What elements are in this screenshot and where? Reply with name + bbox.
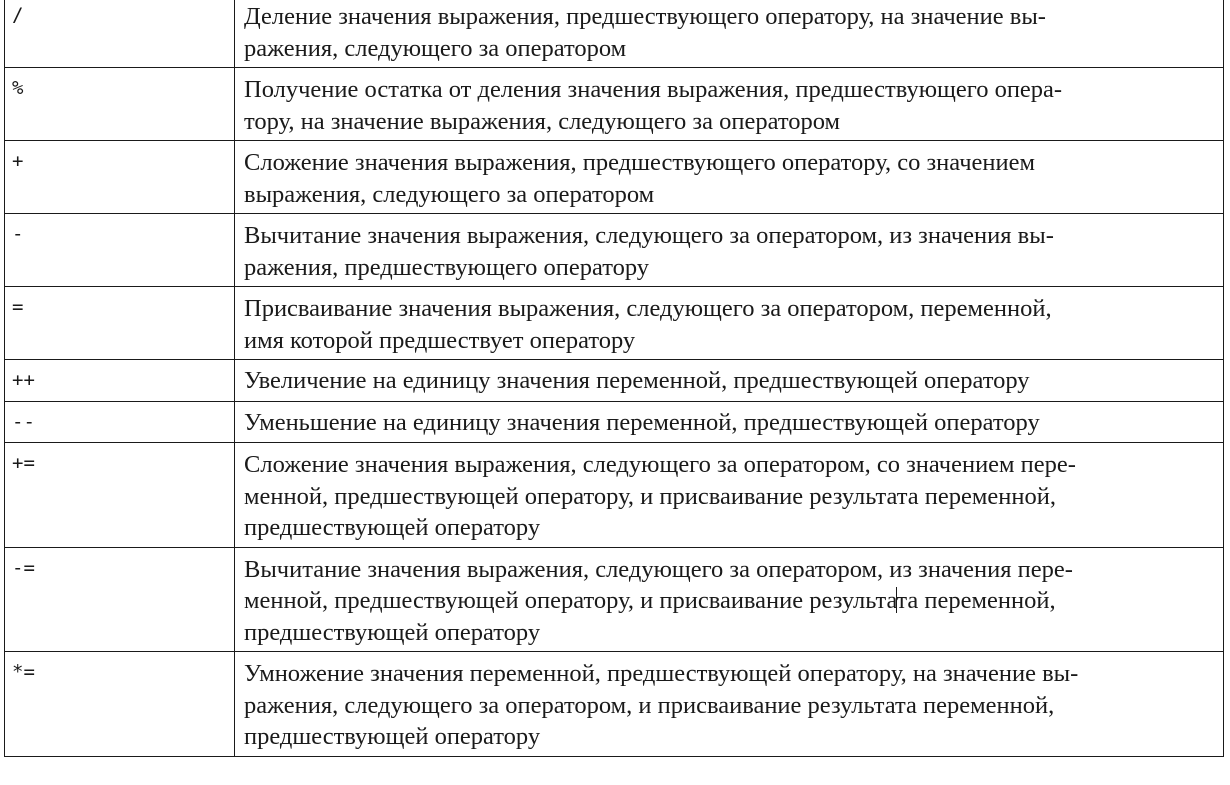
table-row xyxy=(5,287,1224,360)
description-cell xyxy=(235,547,1224,652)
description-line: тору, на значение выражения, следующего за оператором xyxy=(244,107,840,135)
operator-cell: -- xyxy=(5,401,235,443)
description-cell xyxy=(235,652,1224,757)
description-line: Получение остатка от деления значения выражения, предшествующего опера- xyxy=(244,76,1063,103)
description-line: Уменьшение на единицу значения переменной, предшествующей оператору xyxy=(244,408,1040,436)
operator-cell: ++ xyxy=(5,360,235,402)
description-line: выражения, следующего за оператором xyxy=(244,180,655,208)
description-cell xyxy=(235,401,1224,443)
description-line: Деление значения выражения, предшествующего оператору, на значение вы- xyxy=(244,3,1046,30)
description-line: менной, предшествующей оператору, и присваивание результата переменной, xyxy=(244,482,1056,510)
table-row xyxy=(5,360,1224,402)
description-cell xyxy=(235,443,1224,548)
operator-cell: / xyxy=(5,0,235,68)
description-line: Вычитание значения выражения, следующего за оператором, из значения вы- xyxy=(244,222,1054,249)
table-row xyxy=(5,401,1224,443)
table-row xyxy=(5,214,1224,287)
description-line-part: та переменной, xyxy=(896,587,1056,614)
description-line: Сложение значения выражения, предшествующего оператору, со значением xyxy=(244,149,1035,176)
description-line: Вычитание значения выражения, следующего за оператором, из значения пере- xyxy=(244,555,1073,583)
description-line: ражения, предшествующего оператору xyxy=(244,253,650,281)
operator-cell: + xyxy=(5,141,235,214)
description-line: Увеличение на единицу значения переменной, предшествующей оператору xyxy=(244,367,1030,394)
table-row xyxy=(5,443,1224,548)
operator-cell: += xyxy=(5,443,235,548)
description-cell xyxy=(235,141,1224,214)
table-row xyxy=(5,0,1224,68)
table-row xyxy=(5,141,1224,214)
description-line: предшествующей оператору xyxy=(244,723,541,750)
operator-cell: - xyxy=(5,214,235,287)
description-cell xyxy=(235,0,1224,68)
description-line: имя которой предшествует оператору xyxy=(244,326,636,354)
operator-cell: = xyxy=(5,287,235,360)
description-cell xyxy=(235,68,1224,141)
operators-table xyxy=(4,0,1224,757)
description-line xyxy=(244,585,1217,617)
description-line: Умножение значения переменной, предшествующей оператору, на значение вы- xyxy=(244,660,1079,687)
description-line-part: менной, предшествующей оператору, и присваивание результа xyxy=(244,587,898,614)
operator-cell: *= xyxy=(5,652,235,757)
description-line: ражения, следующего за оператором xyxy=(244,34,627,62)
description-cell xyxy=(235,287,1224,360)
operator-cell: -= xyxy=(5,547,235,652)
operator-cell: % xyxy=(5,68,235,141)
description-line: предшествующей оператору xyxy=(244,618,541,646)
description-line: Сложение значения выражения, следующего за оператором, со значением пере- xyxy=(244,451,1076,478)
table-row xyxy=(5,547,1224,652)
table-row xyxy=(5,652,1224,757)
description-cell xyxy=(235,360,1224,402)
description-line: Присваивание значения выражения, следующего за оператором, переменной, xyxy=(244,295,1052,322)
description-line: ражения, следующего за оператором, и присваивание результата переменной, xyxy=(244,691,1055,719)
description-line: предшествующей оператору xyxy=(244,514,541,541)
description-cell xyxy=(235,214,1224,287)
table-row xyxy=(5,68,1224,141)
